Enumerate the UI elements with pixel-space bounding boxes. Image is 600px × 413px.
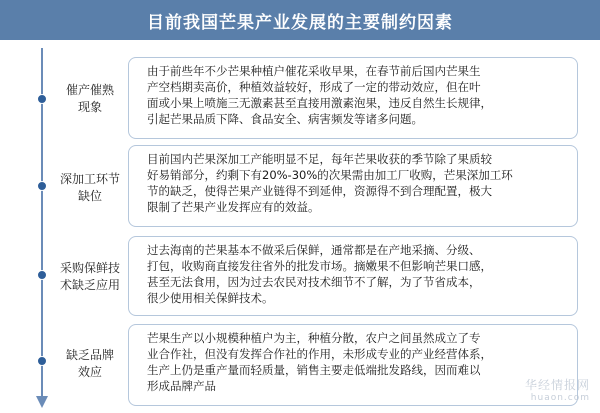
factor-description: 芒果生产以小规模种植户为主，种植分散，农户之间虽然成立了专 业合作社，但没有发挥合作社的作用，未形成专业的产业经营体系， 生产上仍是重产量而轻质量，销售主要走低端批发路线，因而难以 形成品牌产品 bbox=[128, 324, 578, 406]
timeline-dot bbox=[37, 356, 47, 366]
factor-label: 深加工环节 缺位 bbox=[59, 172, 120, 203]
factor-label: 缺乏品牌 效应 bbox=[65, 348, 114, 379]
factor-label: 催产催熟 现象 bbox=[65, 83, 114, 114]
timeline-dot bbox=[37, 94, 47, 104]
timeline-dot bbox=[37, 270, 47, 280]
watermark-domain: huaon.com bbox=[530, 393, 590, 403]
page-title: 目前我国芒果产业发展的主要制约因素 bbox=[0, 0, 600, 40]
timeline-arrow-icon bbox=[36, 396, 48, 408]
factor-description: 由于前些年不少芒果种植户催花采收早果，在春节前后国内芒果生 产空档期卖高价，种植效益较好，形成了一定的带动效应，但在叶 面或小果上喷施三无激素甚至直接用激素泡果，违反自然生长规律， 引起芒果品质下降、食品安全、病害频发等诸多问题。 bbox=[128, 57, 578, 139]
watermark bbox=[525, 379, 590, 405]
factor-description: 目前国内芒果深加工产能明显不足，每年芒果收获的季节除了果质较 好易销部分，约剩下有20%-30%的次果需由加工厂收购，芒果深加工环 节的缺乏，使得芒果产业链得不到延伸，资源得不到合理配置，极大 限制了芒果产业发挥应有的效益。 bbox=[128, 145, 578, 227]
factor-description: 过去海南的芒果基本不做采后保鲜，通常都是在产地采摘、分级、 打包，收购商直接发往省外的批发市场。摘嫩果不但影响芒果口感， 甚至无法食用，因为过去农民对技术细节不了解，为了节省成本， 很少使用相关保鲜技术。 bbox=[128, 236, 578, 316]
factor-label: 采购保鲜技 术缺乏应用 bbox=[59, 261, 120, 292]
timeline-dot bbox=[37, 181, 47, 191]
watermark-brand: 华经情报网 bbox=[524, 378, 590, 392]
